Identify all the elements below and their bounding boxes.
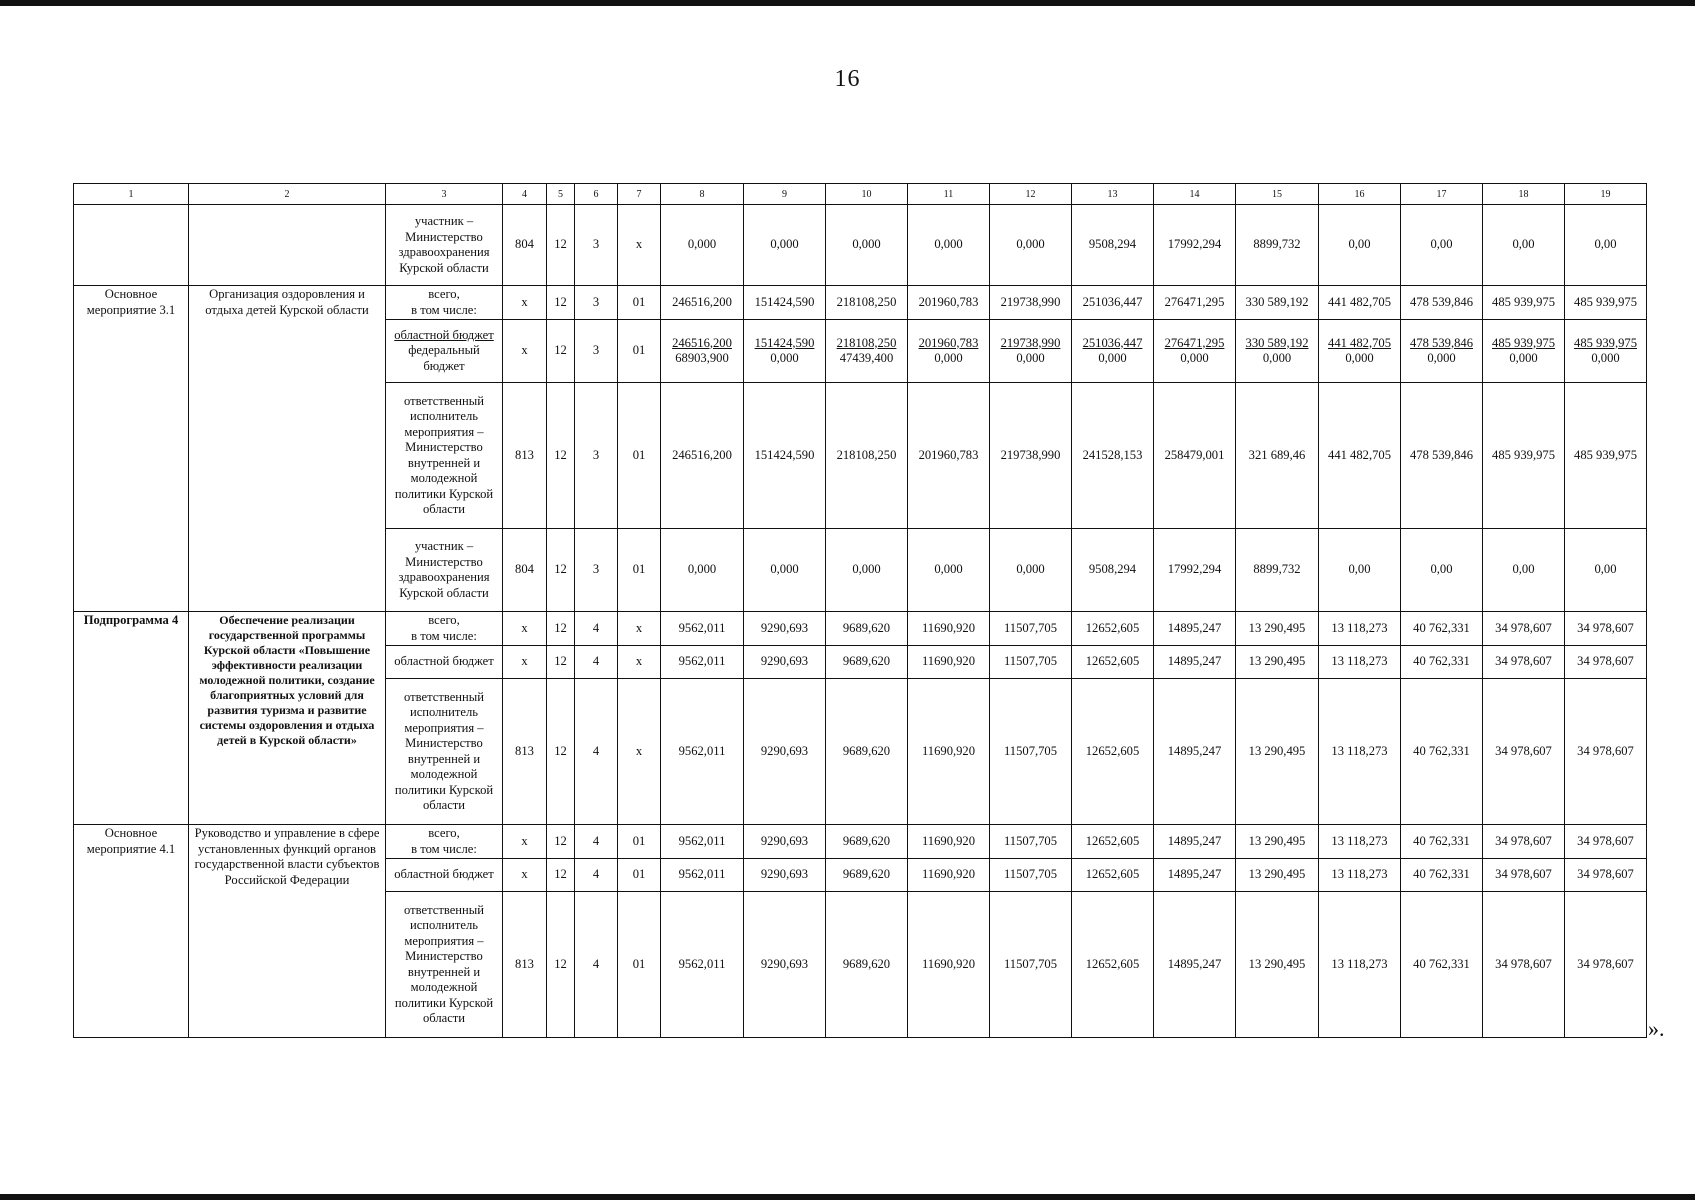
code-cell: 12	[547, 286, 575, 320]
value-cell: 14895,247	[1154, 612, 1236, 646]
value-cell: 13 290,495	[1236, 859, 1319, 892]
value-cell: 13 118,273	[1319, 679, 1401, 825]
funding-source-cell	[386, 825, 503, 859]
col-header: 17	[1401, 184, 1483, 205]
funding-source-cell: областной бюджет	[386, 859, 503, 892]
value-cell: 40 762,331	[1401, 612, 1483, 646]
regional-value: 441 482,705	[1328, 335, 1391, 350]
regional-value: 246516,200	[672, 335, 732, 350]
value-cell: 0,000	[908, 205, 990, 286]
value-cell: 9562,011	[661, 612, 744, 646]
value-cell: 13 118,273	[1319, 825, 1401, 859]
value-cell: 13 290,495	[1236, 892, 1319, 1038]
funding-source-cell	[386, 286, 503, 320]
value-cell: 485 939,975	[1483, 383, 1565, 529]
col-header: 10	[826, 184, 908, 205]
value-cell: 34 978,607	[1565, 825, 1647, 859]
value-cell: 0,00	[1401, 529, 1483, 612]
total-label: всего,	[428, 826, 460, 840]
col-header: 5	[547, 184, 575, 205]
code-cell: 3	[575, 383, 618, 529]
value-cell: 11507,705	[990, 646, 1072, 679]
value-cell: 12652,605	[1072, 825, 1154, 859]
value-cell	[826, 320, 908, 383]
regional-value: 219738,990	[1000, 335, 1061, 350]
value-cell: 13 118,273	[1319, 612, 1401, 646]
value-cell: 0,000	[661, 205, 744, 286]
value-cell: 34 978,607	[1483, 825, 1565, 859]
value-cell: 219738,990	[990, 286, 1072, 320]
code-cell: 12	[547, 205, 575, 286]
regional-value: 276471,295	[1164, 335, 1225, 350]
including-label: в том числе:	[411, 628, 477, 643]
value-cell	[1483, 320, 1565, 383]
code-cell: 813	[503, 383, 547, 529]
table-row	[74, 205, 1647, 286]
executor-cell: ответственный исполнитель мероприятия – Министерство внутренней и молодежной политики Курской области	[386, 892, 503, 1038]
col-header: 4	[503, 184, 547, 205]
table-row	[74, 286, 1647, 320]
value-cell: 11690,920	[908, 825, 990, 859]
value-cell	[744, 320, 826, 383]
value-cell: 12652,605	[1072, 859, 1154, 892]
value-cell: 40 762,331	[1401, 825, 1483, 859]
federal-value: 0,000	[1180, 351, 1209, 365]
value-cell	[990, 320, 1072, 383]
value-cell: 11507,705	[990, 859, 1072, 892]
value-cell: 14895,247	[1154, 892, 1236, 1038]
col-header: 9	[744, 184, 826, 205]
value-cell: 9290,693	[744, 646, 826, 679]
value-cell: 12652,605	[1072, 679, 1154, 825]
value-cell: 9508,294	[1072, 205, 1154, 286]
scan-top-edge	[0, 0, 1695, 6]
code-cell: 804	[503, 205, 547, 286]
col-header: 7	[618, 184, 661, 205]
code-cell: х	[503, 320, 547, 383]
value-cell: 34 978,607	[1483, 892, 1565, 1038]
value-cell: 34 978,607	[1565, 646, 1647, 679]
value-cell: 0,000	[990, 205, 1072, 286]
code-cell: 12	[547, 859, 575, 892]
value-cell: 9508,294	[1072, 529, 1154, 612]
value-cell: 321 689,46	[1236, 383, 1319, 529]
federal-value: 0,000	[1591, 351, 1620, 365]
col-header: 8	[661, 184, 744, 205]
value-cell: 485 939,975	[1565, 383, 1647, 529]
federal-value: 0,000	[934, 351, 963, 365]
col-header: 3	[386, 184, 503, 205]
federal-value: 68903,900	[675, 351, 729, 365]
col-header: 12	[990, 184, 1072, 205]
value-cell: 9562,011	[661, 859, 744, 892]
value-cell: 9689,620	[826, 892, 908, 1038]
code-cell: 813	[503, 679, 547, 825]
value-cell: 40 762,331	[1401, 679, 1483, 825]
value-cell: 11690,920	[908, 859, 990, 892]
code-cell: 12	[547, 825, 575, 859]
value-cell: 0,000	[826, 205, 908, 286]
value-cell: 14895,247	[1154, 859, 1236, 892]
value-cell: 8899,732	[1236, 529, 1319, 612]
value-cell: 13 290,495	[1236, 825, 1319, 859]
value-cell: 8899,732	[1236, 205, 1319, 286]
activity-name-cell: Руководство и управление в сфере установленных функций органов государственной власти субъектов Российской Федерации	[189, 825, 386, 1038]
value-cell: 0,000	[908, 529, 990, 612]
value-cell: 441 482,705	[1319, 383, 1401, 529]
federal-value: 0,000	[1098, 351, 1127, 365]
code-cell: 3	[575, 286, 618, 320]
code-cell: 12	[547, 612, 575, 646]
value-cell: 0,00	[1483, 529, 1565, 612]
col-header: 11	[908, 184, 990, 205]
code-cell: х	[618, 646, 661, 679]
budget-table	[73, 183, 1647, 1038]
value-cell: 0,000	[744, 529, 826, 612]
closing-quote-mark: ».	[1648, 1016, 1665, 1041]
value-cell	[1401, 320, 1483, 383]
code-cell: 01	[618, 825, 661, 859]
code-cell: х	[503, 612, 547, 646]
value-cell: 246516,200	[661, 286, 744, 320]
value-cell	[1236, 320, 1319, 383]
value-cell: 9290,693	[744, 825, 826, 859]
col-header: 15	[1236, 184, 1319, 205]
federal-value: 0,000	[770, 351, 799, 365]
value-cell: 11507,705	[990, 679, 1072, 825]
col-header: 13	[1072, 184, 1154, 205]
value-cell: 34 978,607	[1565, 612, 1647, 646]
executor-cell: ответственный исполнитель мероприятия – Министерство внутренней и молодежной политики Курской области	[386, 679, 503, 825]
code-cell: х	[618, 205, 661, 286]
code-cell: 4	[575, 646, 618, 679]
code-cell: 4	[575, 859, 618, 892]
activity-code-cell: Основное мероприятие 4.1	[74, 825, 189, 1038]
value-cell: 9562,011	[661, 679, 744, 825]
value-cell: 0,000	[826, 529, 908, 612]
value-cell: 11690,920	[908, 646, 990, 679]
value-cell: 0,00	[1319, 205, 1401, 286]
value-cell: 219738,990	[990, 383, 1072, 529]
value-cell: 17992,294	[1154, 529, 1236, 612]
value-cell	[908, 320, 990, 383]
value-cell	[1072, 320, 1154, 383]
value-cell: 258479,001	[1154, 383, 1236, 529]
value-cell: 12652,605	[1072, 612, 1154, 646]
col-header: 2	[189, 184, 386, 205]
value-cell: 9290,693	[744, 679, 826, 825]
value-cell: 9290,693	[744, 612, 826, 646]
code-cell: 12	[547, 529, 575, 612]
value-cell: 9689,620	[826, 646, 908, 679]
code-cell: 01	[618, 286, 661, 320]
regional-value: 485 939,975	[1574, 335, 1637, 350]
value-cell: 13 118,273	[1319, 646, 1401, 679]
col-header: 18	[1483, 184, 1565, 205]
value-cell: 13 290,495	[1236, 612, 1319, 646]
value-cell: 13 290,495	[1236, 646, 1319, 679]
value-cell: 13 290,495	[1236, 679, 1319, 825]
value-cell: 13 118,273	[1319, 892, 1401, 1038]
value-cell: 0,00	[1483, 205, 1565, 286]
value-cell: 0,00	[1401, 205, 1483, 286]
code-cell: х	[618, 679, 661, 825]
regional-value: 201960,783	[918, 335, 979, 350]
code-cell: 4	[575, 825, 618, 859]
executor-cell: участник – Министерство здравоохранения Курской области	[386, 529, 503, 612]
value-cell: 34 978,607	[1483, 679, 1565, 825]
col-header: 19	[1565, 184, 1647, 205]
code-cell: 12	[547, 383, 575, 529]
value-cell: 34 978,607	[1565, 859, 1647, 892]
federal-value: 0,000	[1509, 351, 1538, 365]
funding-source-cell	[386, 320, 503, 383]
value-cell: 441 482,705	[1319, 286, 1401, 320]
value-cell: 11690,920	[908, 679, 990, 825]
including-label: в том числе:	[411, 302, 477, 317]
value-cell: 34 978,607	[1483, 612, 1565, 646]
value-cell: 12652,605	[1072, 646, 1154, 679]
code-cell: х	[503, 286, 547, 320]
federal-value: 0,000	[1345, 351, 1374, 365]
code-cell: 01	[618, 892, 661, 1038]
value-cell: 485 939,975	[1565, 286, 1647, 320]
value-cell: 0,000	[990, 529, 1072, 612]
funding-source-cell	[386, 612, 503, 646]
value-cell: 0,000	[661, 529, 744, 612]
value-cell: 9562,011	[661, 825, 744, 859]
value-cell: 34 978,607	[1565, 679, 1647, 825]
table-row	[74, 612, 1647, 646]
value-cell: 14895,247	[1154, 679, 1236, 825]
code-cell: 01	[618, 383, 661, 529]
empty-cell	[189, 205, 386, 286]
value-cell: 14895,247	[1154, 825, 1236, 859]
code-cell: 12	[547, 892, 575, 1038]
value-cell: 478 539,846	[1401, 286, 1483, 320]
value-cell: 9562,011	[661, 892, 744, 1038]
value-cell: 14895,247	[1154, 646, 1236, 679]
table-row	[74, 825, 1647, 859]
code-cell: х	[503, 646, 547, 679]
value-cell: 34 978,607	[1483, 646, 1565, 679]
value-cell: 40 762,331	[1401, 892, 1483, 1038]
value-cell: 40 762,331	[1401, 646, 1483, 679]
value-cell: 9689,620	[826, 679, 908, 825]
code-cell: 3	[575, 320, 618, 383]
activity-code-cell: Основное мероприятие 3.1	[74, 286, 189, 612]
value-cell: 9562,011	[661, 646, 744, 679]
code-cell: 813	[503, 892, 547, 1038]
value-cell: 0,000	[744, 205, 826, 286]
scan-bottom-edge	[0, 1194, 1695, 1200]
value-cell: 241528,153	[1072, 383, 1154, 529]
regional-budget-label: областной бюджет	[394, 327, 494, 342]
total-label: всего,	[428, 287, 460, 301]
federal-value: 0,000	[1262, 351, 1292, 365]
value-cell: 9689,620	[826, 859, 908, 892]
value-cell: 9290,693	[744, 892, 826, 1038]
value-cell	[1154, 320, 1236, 383]
value-cell: 11690,920	[908, 612, 990, 646]
federal-value: 47439,400	[839, 351, 894, 365]
code-cell: 01	[618, 859, 661, 892]
value-cell: 17992,294	[1154, 205, 1236, 286]
regional-value: 478 539,846	[1410, 335, 1473, 350]
regional-value: 251036,447	[1082, 335, 1143, 350]
value-cell: 13 118,273	[1319, 859, 1401, 892]
code-cell: 804	[503, 529, 547, 612]
col-header: 16	[1319, 184, 1401, 205]
value-cell: 0,00	[1565, 205, 1647, 286]
value-cell: 12652,605	[1072, 892, 1154, 1038]
subprogram-name-cell: Обеспечение реализации государственной программы Курской области «Повышение эффективности реализации молодежной политики, создание благоприятных условий для развития туризма и развитие системы оздоровления и отдыха детей в Курской области»	[189, 612, 386, 825]
total-label: всего,	[428, 613, 460, 627]
value-cell	[1319, 320, 1401, 383]
value-cell: 218108,250	[826, 383, 908, 529]
value-cell: 0,00	[1565, 529, 1647, 612]
regional-value: 218108,250	[836, 335, 897, 350]
empty-cell	[74, 205, 189, 286]
value-cell: 251036,447	[1072, 286, 1154, 320]
value-cell: 218108,250	[826, 286, 908, 320]
activity-name-cell: Организация оздоровления и отдыха детей Курской области	[189, 286, 386, 612]
executor-cell: ответственный исполнитель мероприятия – Министерство внутренней и молодежной политики Курской области	[386, 383, 503, 529]
value-cell: 201960,783	[908, 383, 990, 529]
value-cell: 151424,590	[744, 286, 826, 320]
value-cell: 478 539,846	[1401, 383, 1483, 529]
value-cell: 9689,620	[826, 825, 908, 859]
col-header: 6	[575, 184, 618, 205]
code-cell: х	[503, 859, 547, 892]
code-cell: 3	[575, 529, 618, 612]
value-cell: 34 978,607	[1565, 892, 1647, 1038]
code-cell: 01	[618, 529, 661, 612]
code-cell: 4	[575, 679, 618, 825]
value-cell: 11507,705	[990, 612, 1072, 646]
col-header: 14	[1154, 184, 1236, 205]
value-cell: 11690,920	[908, 892, 990, 1038]
value-cell: 151424,590	[744, 383, 826, 529]
regional-value: 330 589,192	[1245, 335, 1309, 350]
code-cell: 4	[575, 612, 618, 646]
value-cell: 9290,693	[744, 859, 826, 892]
value-cell: 11507,705	[990, 892, 1072, 1038]
value-cell: 330 589,192	[1236, 286, 1319, 320]
subprogram-code-cell: Подпрограмма 4	[74, 612, 189, 825]
value-cell: 9689,620	[826, 612, 908, 646]
value-cell: 201960,783	[908, 286, 990, 320]
including-label: в том числе:	[411, 841, 477, 856]
regional-value: 485 939,975	[1492, 335, 1555, 350]
value-cell	[661, 320, 744, 383]
col-header: 1	[74, 184, 189, 205]
value-cell: 485 939,975	[1483, 286, 1565, 320]
federal-value: 0,000	[1427, 351, 1456, 365]
regional-value: 151424,590	[754, 335, 815, 350]
code-cell: 01	[618, 320, 661, 383]
value-cell: 276471,295	[1154, 286, 1236, 320]
code-cell: 3	[575, 205, 618, 286]
code-cell: х	[618, 612, 661, 646]
value-cell: 246516,200	[661, 383, 744, 529]
code-cell: 4	[575, 892, 618, 1038]
federal-value: 0,000	[1016, 351, 1045, 365]
federal-budget-label: федеральный бюджет	[408, 343, 480, 373]
header-row	[74, 184, 1647, 205]
code-cell: 12	[547, 646, 575, 679]
code-cell: х	[503, 825, 547, 859]
value-cell: 40 762,331	[1401, 859, 1483, 892]
value-cell: 0,00	[1319, 529, 1401, 612]
page-number: 16	[834, 66, 861, 92]
executor-cell: участник – Министерство здравоохранения Курской области	[386, 205, 503, 286]
code-cell: 12	[547, 679, 575, 825]
value-cell: 11507,705	[990, 825, 1072, 859]
code-cell: 12	[547, 320, 575, 383]
funding-source-cell: областной бюджет	[386, 646, 503, 679]
value-cell	[1565, 320, 1647, 383]
value-cell: 34 978,607	[1483, 859, 1565, 892]
